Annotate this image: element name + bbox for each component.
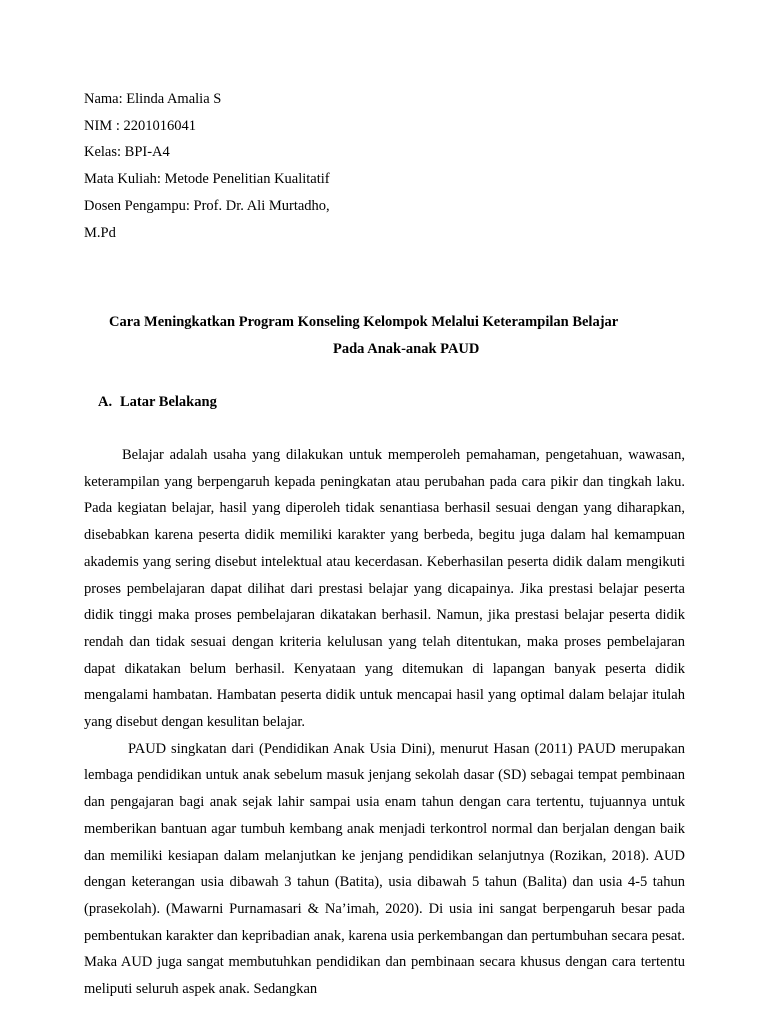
student-name: Nama: Elinda Amalia S (84, 91, 222, 107)
course-name: Mata Kuliah: Metode Penelitian Kualitatif (84, 171, 330, 188)
section-title: Latar Belakang (120, 394, 217, 410)
paragraph: PAUD singkatan dari (Pendidikan Anak Usia Dini), menurut Hasan (2011) PAUD merupakan lembaga pendidikan untuk anak sebelum masuk jenjang sekolah dasar (SD) sebagai tempat pembinaan dan pengajaran bagi anak sejak lahir sampai usia enam tahun dengan cara tertentu, tujuannya untuk memberikan bantuan agar tumbuh kembang anak menjadi terkontrol normal dan berjalan dengan baik dan memiliki kesiapan dalam melanjutkan ke jenjang pendidikan selanjutnya (Rozikan, 2018). AUD dengan keterangan usia dibawah 3 tahun (Batita), usia dibawah 5 tahun (Balita) dan usia 4-5 tahun (prasekolah). (Mawarni Purnamasari & Na’imah, 2020). Di usia ini sangat berpengaruh besar pada pembentukan karakter dan kepribadian anak, karena usia perkembangan dan pertumbuhan secara pesat. Maka AUD juga sangat membutuhkan pendidikan dan pembinaan secara khusus dengan cara tertentu meliputi seluruh aspek anak. Sedangkan (84, 740, 685, 998)
title-line-1: Cara Meningkatkan Program Konseling Kelompok Melalui Keterampilan Belajar (109, 314, 619, 330)
student-nim: NIM : 2201016041 (84, 117, 196, 134)
lecturer-degree: M.Pd (84, 224, 116, 241)
student-class: Kelas: BPI-A4 (84, 144, 170, 161)
paragraph: Belajar adalah usaha yang dilakukan untuk memperoleh pemahaman, pengetahuan, wawasan, keterampilan yang berpengaruh kepada peningkatan atau perubahan pada cara pikir dan tingkah laku. Pada kegiatan belajar, hasil yang diperoleh tidak senantiasa berhasil sesuai dengan yang diharapkan, disebabkan karena peserta didik memiliki karakter yang berbeda, begitu juga dalam hal kemampuan akademis yang sering disebut intelektual atau kecerdasan. Keberhasilan peserta didik dalam mengikuti proses pembelajaran dapat dilihat dari prestasi belajar yang dicapainya. Jika prestasi belajar peserta didik tinggi maka proses pembelajaran dikatakan berhasil. Namun, jika prestasi belajar peserta didik rendah dan tidak sesuai dengan kriteria kelulusan yang telah ditentukan, maka proses pembelajaran dapat dikatakan belum berhasil. Kenyataan yang ditemukan di lapangan banyak peserta didik mengalami hambatan. Hambatan peserta didik untuk mencapai hasil yang optimal dalam belajar itulah yang disebut dengan kesulitan belajar. (84, 447, 685, 731)
body-text (84, 442, 685, 1003)
lecturer-name: Dosen Pengampu: Prof. Dr. Ali Murtadho, (84, 197, 330, 214)
student-info (84, 86, 384, 246)
document-title (84, 309, 685, 362)
section-letter: A. (98, 394, 113, 410)
title-line-2: Pada Anak-anak PAUD (333, 340, 480, 357)
section-heading (98, 389, 217, 416)
